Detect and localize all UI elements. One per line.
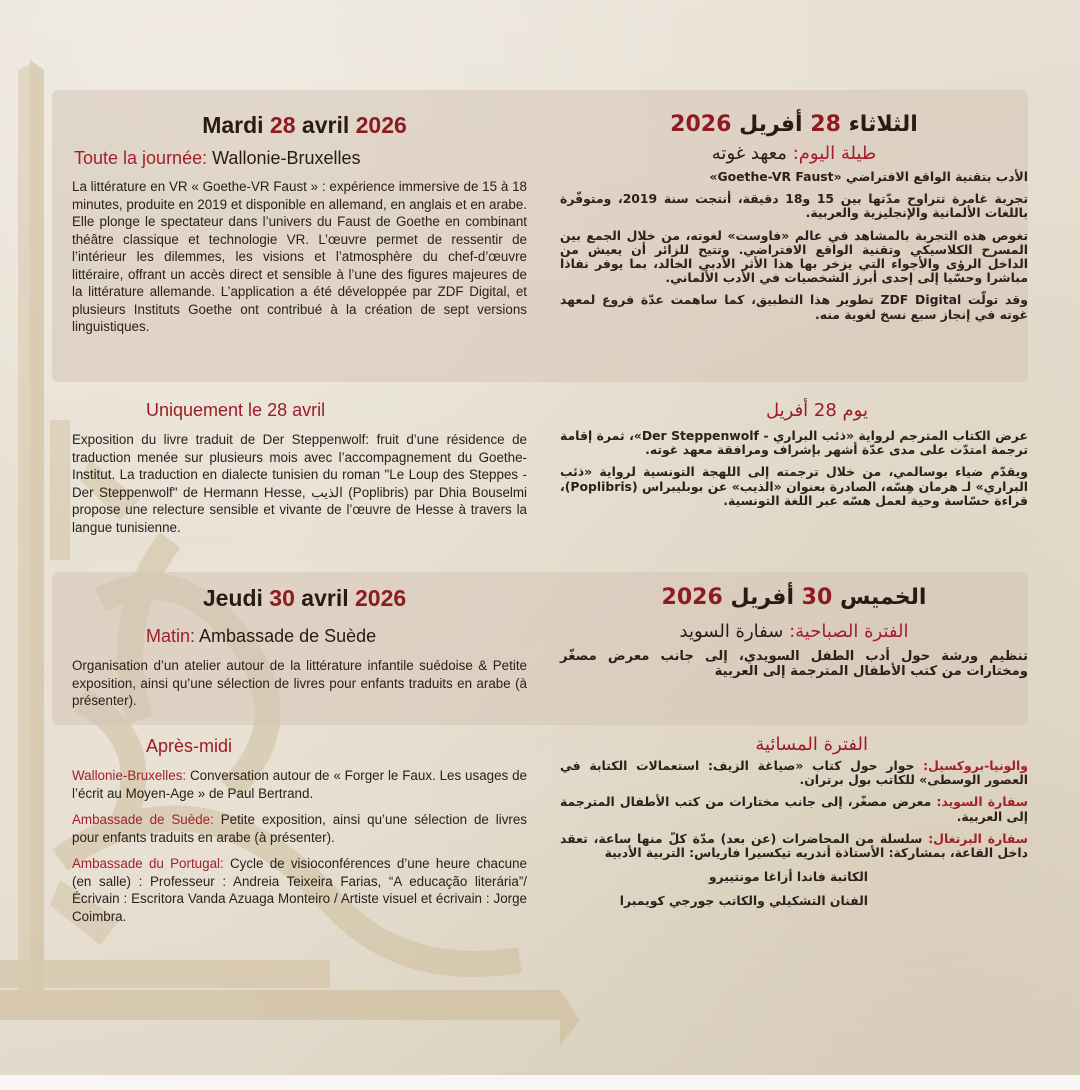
item-text: Conversation autour de « Forger le Faux. Les usages de l’écrit au Moyen-Age » de Paul Bertrand.: [72, 768, 527, 801]
subtitle-label: طيلة اليوم:: [792, 143, 877, 164]
title-day-number: 30: [801, 585, 833, 610]
title-weekday: Jeudi: [202, 585, 263, 611]
ar-only-p1: عرض الكتاب المترجم لرواية «ذئب البراري - Der Steppenwolf»، ثمرة إقامة ترجمة امتدّت على مدى عدّة أشهر بإشراف ومرافقة معهد غوته.: [560, 428, 1028, 458]
ar-day1-section: [560, 112, 1028, 322]
fr-day2-body: Organisation d’un atelier autour de la littérature infantile suédoise & Petite exposition, ainsi qu’une sélection de livres pour enfants traduits en arabe (à présenter).: [72, 658, 527, 708]
title-year: 2026: [670, 112, 732, 137]
item-label: Ambassade du Portugal:: [72, 856, 224, 871]
ar-day1-line1: الأدب بتقنية الواقع الافتراضي «Goethe-VR Faust»: [709, 169, 1028, 184]
title-month: أفريل: [730, 585, 794, 610]
title-day-number: 28: [269, 112, 296, 138]
title-year: 2026: [661, 585, 723, 610]
ar-afternoon-item: [560, 759, 1028, 787]
subtitle-label: Toute la journée:: [74, 148, 208, 168]
fr-afternoon-title: Après-midi: [146, 736, 233, 756]
title-weekday: Mardi: [202, 112, 264, 138]
fr-only-body: Exposition du livre traduit de Der Steppenwolf: fruit d’une résidence de traduction menée sur plusieurs mois avec l’accompagnement du Goethe-Institut. La traduction en dialecte tunisien du roman "Le Loup des Steppes - Der Steppenwolf" de Hermann Hesse, الذيب (Poplibris) par Dhia Bouselmi propose une relecture sensible et vivante de l’œuvre de Hesse à travers la langue tunisienne.: [72, 432, 528, 535]
ar-only-p2: ويقدّم ضياء بوسالمي، من خلال ترجمته إلى اللهجة التونسية لرواية «ذئب البراري» لـ هرمان هِسّه، الصادرة بعنوان «الذيب» عن بوبليبراس (Poplibris)، قراءة حسّاسة وحية لعمل هسّه عبر اللغة التونسية.: [560, 464, 1028, 508]
item-text: سلسلة من المحاضرات (عن بعد) مدّة كلّ منها ساعة، تعقد داخل القاعة، بمشاركة: الأستاذة أندريه تيكسيرا فارياس: التربية الأدبية: [560, 830, 1028, 861]
ar-day1-p3: وقد تولّت ZDF Digital تطوير هذا التطبيق، كما ساهمت عدّة فروع لمعهد غوته في إنجاز سبع نسخ لغوية منه.: [560, 292, 1028, 322]
ar-afternoon-extra: الفنان التشكيلي والكاتب جورجي كويمبرا: [619, 893, 868, 909]
title-day-number: 28: [810, 112, 841, 137]
item-label: Wallonie-Bruxelles:: [72, 768, 187, 783]
ar-only-title: يوم 28 أفريل: [766, 400, 868, 421]
fr-day1-subtitle: [72, 148, 527, 169]
item-label: سفارة السويد:: [936, 794, 1028, 810]
ar-afternoon-item: [560, 832, 1028, 860]
title-year: 2026: [355, 585, 407, 611]
title-month: أفريل: [739, 112, 803, 137]
title-year: 2026: [355, 112, 407, 138]
subtitle-label: الفترة الصباحية:: [789, 621, 909, 642]
bottom-strip: [0, 1075, 1080, 1090]
ar-day1-subtitle: [560, 143, 1028, 164]
ar-only-section: [560, 400, 1028, 508]
subtitle-value: Ambassade de Suède: [199, 626, 377, 646]
title-month: avril: [301, 112, 350, 138]
ar-day2-title: [560, 585, 1028, 610]
ar-day1-title: [560, 112, 1028, 137]
subtitle-value: معهد غوته: [711, 143, 787, 164]
ar-day2-section: [560, 585, 1028, 679]
fr-day1-section: [72, 112, 527, 336]
fr-day1-body: La littérature en VR « Goethe-VR Faust » : expérience immersive de 15 à 18 minutes, produite en 2019 et disponible en allemand, en anglais et en arabe. Elle plonge le spectateur dans l’univers du Faust de Goethe en combinant théâtre classique et technologie VR. L’œuvre permet de ressentir de l’intérieur les dilemmes, les visions et l’atmosphère du chef-d’œuvre littéraire, offrant un accès direct et sensible à l’une des figures majeures de la littérature allemande. L’application a été développée par ZDF Digital, et plusieurs Instituts Goethe ont contribué à la création de sept versions linguistiques.: [72, 179, 527, 334]
item-label: والونيا-بروكسيل:: [923, 758, 1028, 773]
fr-only-title: Uniquement le 28 avril: [146, 400, 326, 420]
fr-afternoon-item: [72, 767, 527, 802]
fr-afternoon-item: [72, 855, 527, 925]
fr-afternoon-item: [72, 811, 527, 846]
ar-afternoon-title: الفترة المسائية: [755, 734, 868, 755]
item-text: Petite exposition, ainsi qu’une sélection de livres pour enfants traduits en arabe (à présenter).: [72, 812, 527, 845]
subtitle-value: Wallonie-Bruxelles: [212, 148, 361, 168]
ar-day2-body: تنظيم ورشة حول أدب الطفل السويدي، إلى جانب معرض مصغّر ومختارات من كتب الأطفال المترجمة إلى العربية: [560, 649, 1028, 679]
title-weekday: الثلاثاء: [848, 112, 918, 137]
fr-only-section: [72, 400, 527, 536]
item-text: معرض مصغّر، إلى جانب مختارات من كتب الأطفال المترجمة إلى العربية.: [560, 794, 1028, 824]
title-weekday: الخميس: [839, 585, 927, 610]
fr-day1-title: [72, 112, 527, 139]
ar-day1-p2: تغوص هذه التجربة بالمشاهد في عالم «فاوست» لغوته، من خلال الجمع بين المسرح الكلاسيكي وتقنية الواقع الافتراضي. وتتيح للزائر أن يعيش من الداخل الرؤى والأجواء التي يزخر بها هذا الأثر الأدبي الخالد، بما يوفر نفاذا مباشرا وحسّيا إلى إحدى أبرز الشخصيات في الأدب الألماني.: [560, 227, 1028, 286]
ar-day1-p1: تجربة غامرة تتراوح مدّتها بين 15 و18 دقيقة، أنتجت سنة 2019، ومتوفّرة باللغات الألمانية والإنجليزية والعربية.: [560, 191, 1029, 221]
ar-afternoon-extra: الكاتبة فاندا أزاغا مونتييرو: [708, 869, 868, 885]
fr-day2-subtitle: [72, 626, 527, 647]
ar-afternoon-section: [560, 734, 1028, 909]
title-day-number: 30: [269, 585, 295, 611]
fr-day2-section: [72, 585, 527, 710]
title-month: avril: [301, 585, 349, 611]
item-label: Ambassade de Suède:: [72, 812, 214, 827]
item-label: سفارة البرتغال:: [928, 830, 1028, 846]
fr-day2-title: [72, 585, 527, 612]
ar-day2-subtitle: [560, 621, 1028, 642]
item-text: Cycle de visioconférences d’une heure chacune (en salle) : Professeur : Andreia Teixeira Farias, “A educação literária”/ Écrivain : Escritora Vanda Azuaga Monteiro / Artiste visuel et écrivain : Jorge Coimbra.: [72, 856, 527, 924]
subtitle-value: سفارة السويد: [679, 621, 784, 642]
ar-afternoon-item: [560, 795, 1028, 823]
fr-afternoon-section: [72, 736, 527, 925]
subtitle-label: Matin:: [146, 626, 196, 646]
item-text: حوار حول كتاب «صياغة الزيف: استعمالات الكتابة في العصور الوسطى» للكاتب بول برتران.: [560, 758, 1028, 788]
